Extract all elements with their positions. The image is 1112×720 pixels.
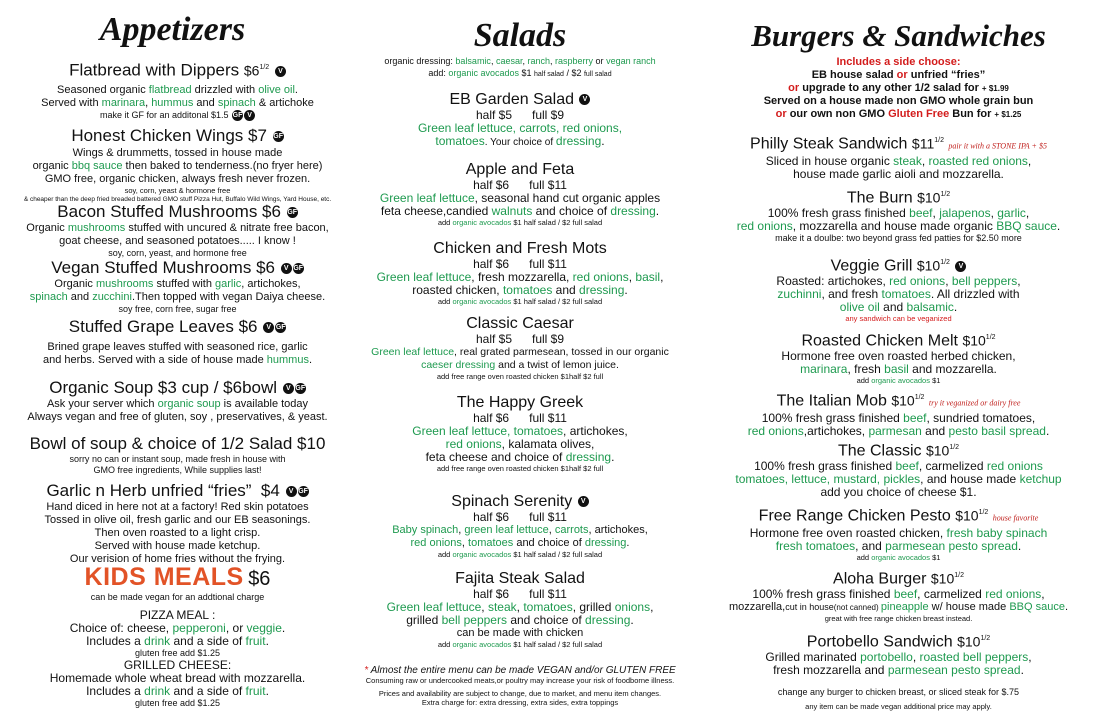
item-name: Roasted Chicken Melt	[801, 332, 958, 350]
kids-meals-title: KIDS MEALS	[84, 563, 244, 591]
item-name: Vegan Stuffed Mushrooms	[51, 258, 252, 277]
item-price: $11	[911, 135, 935, 152]
item-price: half $5 full $9	[475, 332, 565, 346]
item-price: $7	[248, 126, 267, 145]
avocado-addon: add: organic avocados $1 half salad / $2 full salad	[428, 68, 612, 78]
item-name: The Happy Greek	[456, 394, 584, 411]
gluten-free-badge-icon: GF	[287, 209, 298, 217]
item-name: Apple and Feta	[465, 161, 575, 178]
item-name: Veggie Grill	[830, 257, 913, 275]
menu-item-eb-garden-salad: EB Garden Salad V half $5 full $9 Green leaf lettuce, carrots, red onions, tomatoes. Your choice of dressing.	[355, 90, 685, 149]
item-name: Bowl of soup & choice of 1/2 Salad	[29, 434, 293, 453]
appetizers-title: Appetizers	[99, 11, 246, 48]
gluten-free-badge-icon: GF	[293, 265, 304, 273]
menu-item-unfried-fries: Garlic n Herb unfried “fries” $4 V GF Hand diced in here not at a factory! Red skin potatoes Tossed in olive oil, fresh garlic and our EB seasonings. Then oven roasted to a light crisp. Served with house made ketchup. Our verision of home fries without the frying.	[44, 481, 311, 565]
menu-item-classic-caesar: Classic Caesar half $5 full $9 Green leaf lettuce, real grated parmesean, tossed in our organic caeser dressing and a twist of lemon juice. add free range oven roasted chicken $1half $2 full	[355, 314, 685, 381]
menu-item-chicken-melt: Roasted Chicken Melt $\$10^{1/2}$ Hormone free oven roasted herbed chicken, marinara, fresh basil and mozzarella. add organic avocados $1	[781, 332, 1016, 386]
dressing-options: organic dressing: balsamic, caesar, ranch, raspberry or vegan ranch	[384, 56, 656, 66]
menu-item-veggie-grill: Veggie Grill $\$10^{1/2}$ V Roasted: artichokes, red onions, bell peppers, zuchinni, and fresh tomatoes. All drizzled with olive oil and balsamic. any sandwich can be veganized	[776, 257, 1021, 324]
vegan-badge-icon: V	[283, 383, 294, 394]
kids-meals-price: $6	[248, 568, 271, 590]
burgers-title: Burgers & Sandwiches	[751, 18, 1046, 53]
menu-item-spinach-serenity: Spinach Serenity V half $6 full $11 Baby spinach, green leaf lettuce, carrots, artichokes, red onions, tomatoes and choice of dressing. add organic avocados $1 half salad / $2 full salad	[355, 492, 685, 559]
vegan-badge-icon: V	[281, 263, 292, 274]
menu-item-fajita-steak: Fajita Steak Salad half $6 full $11 Green leaf lettuce, steak, tomatoes, grilled onions, grilled bell peppers and choice of dressing. can be made with chicken add organic avocados $1 half salad / $2 full salad	[355, 569, 685, 649]
side-options: Includes a side choose: EB house salad or unfried “fries” or upgrade to any other 1/2 salad for + $1.99 Served on a house made non GMO whole grain bun or our own non GMO Gluten Free Bun for + $1.25	[763, 56, 1034, 120]
item-price: $4	[260, 481, 280, 500]
vegan-badge-icon: V	[275, 66, 286, 77]
item-name: Garlic n Herb unfried “fries”	[46, 481, 252, 500]
item-price: half $6 full $11	[473, 510, 567, 524]
gluten-free-badge-icon: GF	[298, 488, 308, 496]
vegan-badge-icon: V	[263, 322, 274, 333]
menu-item-bacon-mushrooms: Bacon Stuffed Mushrooms $6 GF Organic mushrooms stuffed with uncured & nitrate free bacon, goat cheese, and seasoned potatoes..... I know ! soy, corn, yeast, and hormone free	[26, 202, 329, 258]
item-price: half $6 full $11	[473, 587, 567, 601]
item-price: $6	[262, 202, 281, 221]
item-price: $10	[957, 633, 981, 650]
menu-item-wings: Honest Chicken Wings $7 GF Wings & drummetts, tossed in house made organic bbq sauce then baked to tenderness.(no fryer here) GMO free, organic chicken, always fresh never frozen. soy, corn, yeast & hormone free & cheaper than the deep fried breaded battered GMO stuff Pizza Hut, Buffalo Wild Wings, Yard House, etc.	[23, 126, 332, 203]
gluten-free-badge-icon: GF	[273, 133, 284, 141]
item-name: Honest Chicken Wings	[71, 126, 244, 145]
menu-item-the-classic: The Classic $\$10^{1/2}$ 100% fresh grass finished beef, carmelized red onions tomatoes, lettuce, mustard, pickles, and house made ketchup add you choice of cheese $1.	[735, 442, 1062, 500]
item-name: EB Garden Salad	[449, 91, 575, 108]
burgers-column	[685, 0, 1112, 720]
menu-item-italian-mob: The Italian Mob $\$10^{1/2}$ try it veganized or dairy free 100% fresh grass finished beef, sundried tomatoes, red onions,artichokes, parmesan and pesto basil spread.	[747, 392, 1050, 439]
grilled-cheese-title: GRILLED CHEESE:	[123, 658, 232, 672]
item-price: $10	[955, 507, 979, 524]
menu-item-apple-feta: Apple and Feta half $6 full $11 Green leaf lettuce, seasonal hand cut organic apples feta cheese,candied walnuts and choice of dressing. add organic avocados $1 half salad / $2 full salad	[355, 160, 685, 227]
item-price: $6	[256, 258, 275, 277]
item-price: $10	[891, 392, 915, 409]
item-name: Flatbread with Dippers	[69, 60, 240, 80]
salads-title: Salads	[473, 17, 567, 54]
menu-item-happy-greek: The Happy Greek half $6 full $11 Green leaf lettuce, tomatoes, artichokes, red onions, kalamata olives, feta cheese and choice of dressing. add free range oven roasted chicken $1half $2 full	[355, 393, 685, 473]
item-price: $10	[297, 434, 326, 453]
menu-item-chicken-pesto: Free Range Chicken Pesto $\$10^{1/2}$ house favorite Hormone free oven roasted chicken, fresh baby spinach fresh tomatoes, and parmesean pesto spread. add organic avocados $1	[749, 507, 1048, 563]
item-price: $3	[157, 378, 177, 397]
item-price: $10	[925, 442, 950, 459]
vegan-badge-icon: V	[579, 94, 590, 105]
kids-meals-section: KIDS MEALS $6 can be made vegan for an addtional charge PIZZA MEAL : Choice of: cheese, pepperoni, or veggie. Includes a drink and a side of fruit. gluten free add $1.25 GRILLED CHEESE: Homemade whole wheat bread with mozzarella. Includes a drink and a side of fruit. gluten free add $1.25	[0, 563, 355, 709]
item-price: half $6 full $11	[473, 178, 567, 192]
item-name: Chicken and Fresh Mots	[433, 240, 607, 257]
item-name: Organic Soup	[49, 378, 154, 397]
item-name: Fajita Steak Salad	[455, 570, 585, 587]
item-name: Philly Steak Sandwich	[750, 135, 908, 153]
item-name: Aloha Burger	[833, 570, 927, 588]
vegan-badge-icon: V	[286, 486, 297, 497]
vegan-badge-icon: V	[955, 261, 966, 272]
menu-item-soup-salad-combo: Bowl of soup & choice of 1/2 Salad $10 sorry no can or instant soup, made fresh in house with GMO free ingredients, While supplies last!	[29, 434, 326, 475]
item-name: Portobello Sandwich	[806, 633, 953, 651]
item-price: $6	[243, 62, 260, 79]
item-price: $10	[916, 257, 941, 274]
item-price: half $5 full $9	[475, 108, 565, 122]
salads-footer: * Almost the entire menu can be made VEGAN and/or GLUTEN FREE Consuming raw or undercooked meats,or poultry may increase your risk of foodborne illness. Prices and availability are subject to change, due to market, and menu item changes. Extra charge for: extra dressing, extra sides, extra toppings	[364, 665, 676, 707]
pizza-meal-title: PIZZA MEAL :	[139, 608, 216, 622]
item-price: $10	[917, 189, 941, 206]
menu-item-grape-leaves: Stuffed Grape Leaves $6 V GF Brined grape leaves stuffed with seasoned rice, garlic and herbs. Served with a side of house made hummus.	[42, 317, 313, 366]
item-price: $10	[962, 332, 986, 349]
menu-item-flatbread: Flatbread with Dippers $\$6^{1/2}$ V Seasoned organic flatbread drizzled with olive oil. Served with marinara, hummus and spinach & artichoke make it GF for an additonal $1.5 GF V	[41, 60, 314, 120]
vegan-badge-icon: V	[578, 496, 589, 507]
item-name: Bacon Stuffed Mushrooms	[57, 202, 258, 221]
gluten-free-badge-icon: GF	[232, 111, 243, 119]
item-price: half $6 full $11	[473, 411, 567, 425]
item-name: Stuffed Grape Leaves	[68, 317, 234, 336]
item-name: Classic Caesar	[466, 315, 574, 332]
menu-item-organic-soup: Organic Soup $3 cup / $6bowl V GF Ask your server which organic soup is available today Always vegan and free of gluten, soy , preservatives, & yeast.	[27, 378, 328, 423]
vegan-badge-icon: V	[244, 110, 255, 121]
appetizers-column	[0, 0, 355, 720]
menu-item-philly-steak: Philly Steak Sandwich $\$11^{1/2}$ pair it with a STONE IPA + $5 Sliced in house organic steak, roasted red onions, house made garlic aioli and mozzarella.	[750, 135, 1047, 182]
menu-item-vegan-mushrooms: Vegan Stuffed Mushrooms $6 V GF Organic mushrooms stuffed with garlic, artichokes, spinach and zucchini.Then topped with vegan Daiya cheese. soy free, corn free, sugar free	[29, 258, 326, 314]
item-name: The Classic	[837, 442, 922, 460]
menu-item-aloha-burger: Aloha Burger $\$10^{1/2}$ 100% fresh grass finished beef, carmelized red onions, mozzarella,cut in house(not canned) pineapple w/ house made BBQ sauce. great with free range chicken breast instead.	[728, 570, 1069, 624]
item-name: The Burn	[846, 189, 913, 207]
menu-item-portobello: Portobello Sandwich $\$10^{1/2}$ Grilled marinated portobello, roasted bell peppers, fresh mozzarella and parmesean pesto spread.	[765, 633, 1032, 678]
item-price: $6	[238, 317, 258, 336]
gluten-free-badge-icon: GF	[295, 385, 306, 393]
item-name: Free Range Chicken Pesto	[758, 507, 951, 525]
item-name: Spinach Serenity	[451, 493, 573, 510]
item-price: half $6 full $11	[473, 257, 567, 271]
item-price: $10	[930, 570, 955, 587]
menu-item-the-burn: The Burn $\$10^{1/2}$ 100% fresh grass finished beef, jalapenos, garlic, red onions, mozzarella and house made organic BBQ sauce. make it a doulbe: two beyond grass fed patties for $2.50 more	[736, 189, 1061, 244]
burgers-footer: change any burger to chicken breast, or sliced steak for $.75 any item can be made vegan additional price may apply.	[777, 687, 1020, 711]
item-name: The Italian Mob	[776, 392, 887, 410]
gluten-free-badge-icon: GF	[275, 324, 286, 332]
salads-column	[355, 0, 685, 720]
menu-item-chicken-mots: Chicken and Fresh Mots half $6 full $11 Green leaf lettuce, fresh mozzarella, red onions, basil, roasted chicken, tomatoes and dressing. add organic avocados $1 half salad / $2 full salad	[355, 239, 685, 306]
